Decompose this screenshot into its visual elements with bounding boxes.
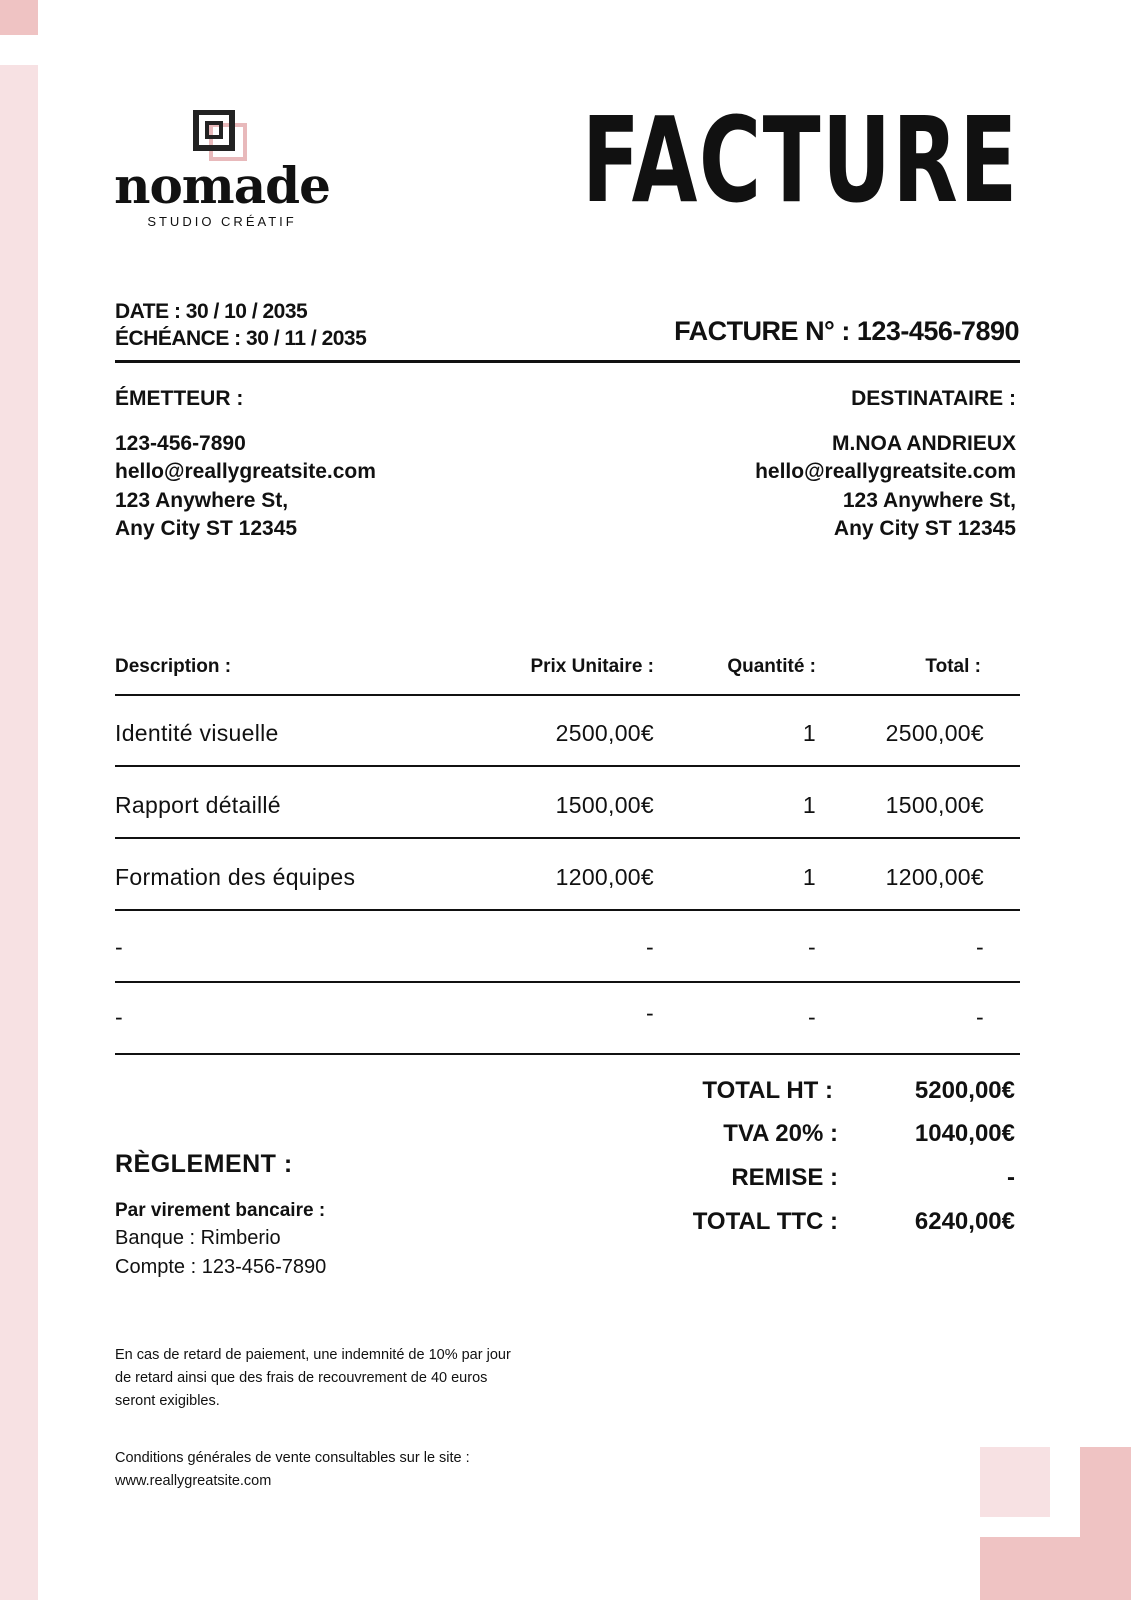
total-ht-value: 5200,00€ [914,1077,1015,1104]
row-5-unit-price: - [646,1000,654,1026]
invoice-dates [115,298,366,352]
side-strip-decoration [0,65,38,1600]
total-ht-label: TOTAL HT : [702,1077,833,1104]
row-3-total: 1200,00€ [885,864,984,890]
column-header-description: Description : [115,656,232,677]
payment-title: RÈGLEMENT : [115,1150,293,1178]
column-header-unit-price: Prix Unitaire : [530,656,654,677]
row-1-description: Identité visuelle [115,720,279,746]
issuer-label: ÉMETTEUR : [115,387,244,410]
total-ttc-value: 6240,00€ [914,1208,1015,1235]
row-3-quantity: 1 [802,864,816,890]
row-3-unit-price: 1200,00€ [555,864,654,890]
row-divider [115,981,1020,983]
corner-square-light [980,1447,1050,1517]
row-3-description: Formation des équipes [115,864,356,890]
row-5-description: - [115,1004,123,1030]
recipient-city: Any City ST 12345 [833,517,1016,540]
row-4-description: - [115,934,123,960]
payment-method: Par virement bancaire : [115,1200,326,1221]
row-2-total: 1500,00€ [885,792,984,818]
payment-bank: Banque : Rimberio [115,1227,281,1249]
table-header-divider [115,694,1020,696]
row-1-total: 2500,00€ [885,720,984,746]
discount-value: - [1007,1164,1015,1191]
row-4-unit-price: - [646,934,654,960]
payment-account: Compte : 123-456-7890 [115,1256,327,1278]
recipient-block [755,385,1016,544]
row-2-description: Rapport détaillé [115,792,281,818]
issuer-email: hello@reallygreatsite.com [115,460,376,483]
row-2-unit-price: 1500,00€ [555,792,654,818]
invoice-date: DATE : 30 / 10 / 2035 [115,300,308,323]
recipient-email: hello@reallygreatsite.com [755,460,1016,483]
recipient-street: 123 Anywhere St, [842,488,1016,512]
row-divider [115,909,1020,911]
discount-label: REMISE : [731,1164,838,1191]
late-payment-note: En cas de retard de paiement, une indemnité de 10% par jour de retard ainsi que des frais de recouvrement de 40 euros seront exigibles. [115,1347,511,1409]
invoice-number: FACTURE N° : 123-456-7890 [674,316,1019,346]
recipient-name: M.NOA ANDRIEUX [832,431,1016,455]
document-title: FACTURE [582,91,1019,229]
row-2-quantity: 1 [802,792,816,818]
brand-name: nomade [114,156,330,215]
vat-label: TVA 20% : [723,1120,838,1147]
row-5-quantity: - [808,1004,816,1030]
row-divider [115,837,1020,839]
terms-note: Conditions générales de vente consultables sur le site : www.reallygreatsite.com [115,1450,470,1489]
row-1-unit-price: 2500,00€ [555,720,654,746]
recipient-label: DESTINATAIRE : [851,387,1016,410]
header-divider [115,360,1020,363]
row-5-total: - [976,1004,984,1030]
column-header-total: Total : [925,656,981,677]
brand-tagline: STUDIO CRÉATIF [147,214,297,229]
total-ttc-label: TOTAL TTC : [692,1208,838,1235]
issuer-street: 123 Anywhere St, [115,488,289,512]
issuer-city: Any City ST 12345 [115,517,298,540]
issuer-block [115,385,376,544]
brand-logo [112,110,332,229]
corner-decoration [0,0,38,35]
vat-value: 1040,00€ [914,1120,1015,1147]
row-4-quantity: - [808,934,816,960]
row-divider [115,765,1020,767]
table-bottom-divider [115,1053,1020,1055]
row-1-quantity: 1 [802,720,816,746]
issuer-phone: 123-456-7890 [115,431,246,455]
corner-block-decoration-bottom [980,1537,1131,1600]
row-4-total: - [976,934,984,960]
invoice-due-date: ÉCHÉANCE : 30 / 11 / 2035 [115,327,367,350]
column-header-quantity: Quantité : [727,656,816,677]
